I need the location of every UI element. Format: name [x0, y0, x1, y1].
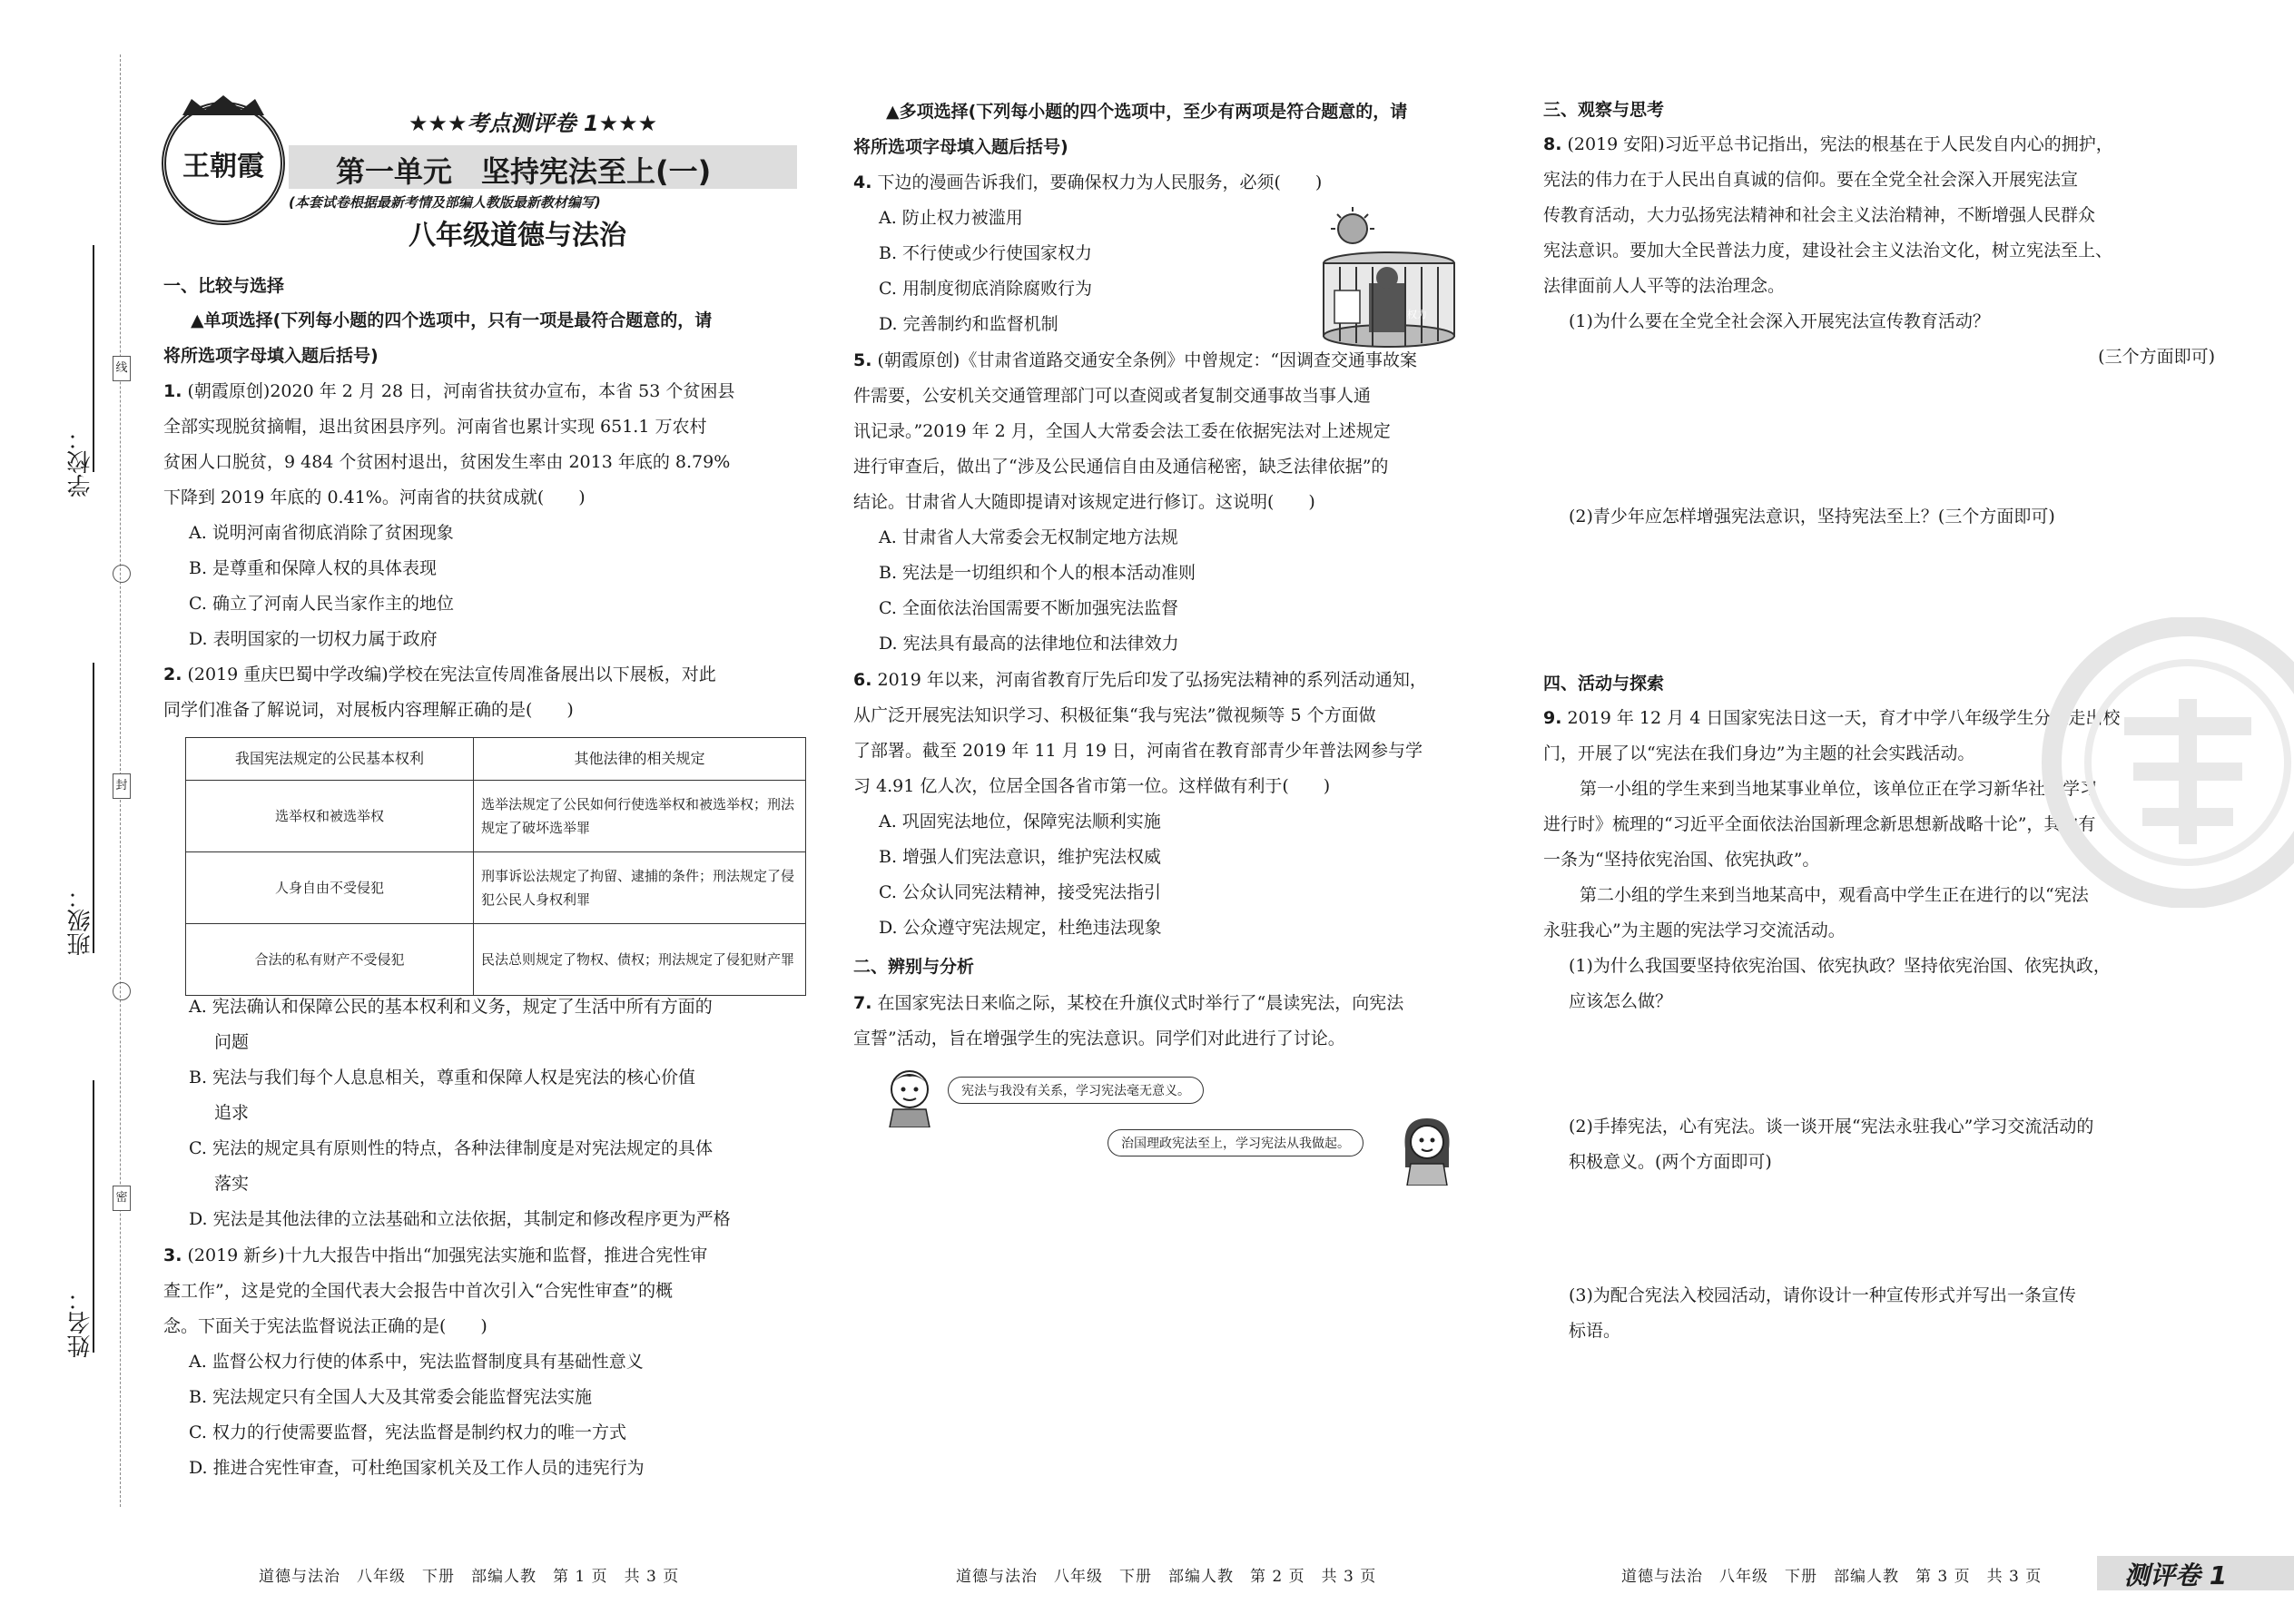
boy-figure-icon	[879, 1064, 942, 1127]
question-4: 4. 下边的漫画告诉我们，要确保权力为人民服务，必须( ) A. 防止权力被滥用 B. 不行使或少行使国家权力 C. 用制度彻底消除腐败行为 D. 完善制约和监督机制	[853, 165, 1507, 342]
page-footer-3: 道德与法治 八年级 下册 部编人教 第 3 页 共 3 页	[1621, 1568, 2043, 1586]
rights-table	[185, 737, 806, 996]
q1-option-d[interactable]: D. 表明国家的一切权力属于政府	[189, 629, 438, 649]
unit-title: 第一单元 坚持宪法至上(一)	[336, 154, 712, 189]
q8-sub-2: (2)青少年应怎样增强宪法意识，坚持宪法至上？(三个方面即可)	[1569, 507, 2055, 527]
q8-sub-1: (1)为什么要在全党全社会深入开展宪法宣传教育活动？	[1569, 311, 1990, 331]
q3-option-a[interactable]: A. 监督公权力行使的体系中，宪法监督制度具有基础性意义	[189, 1352, 644, 1372]
edition-note: (本套试卷根据最新考情及部编人教版最新教材编写)	[289, 194, 601, 211]
crown-icon	[178, 94, 269, 117]
section-heading-3: 三、观察与思考	[1543, 100, 1665, 120]
brand-logo	[162, 102, 285, 225]
q6-option-a[interactable]: A. 巩固宪法地位，保障宪法顺利实施	[879, 812, 1161, 832]
table-row: 人身自由不受侵犯 刑事诉讼法规定了拘留、逮捕的条件；刑法规定了侵犯公民人身权利罪	[186, 852, 806, 924]
page-footer-2: 道德与法治 八年级 下册 部编人教 第 2 页 共 3 页	[956, 1568, 1377, 1586]
binding-hole-1	[113, 565, 131, 583]
q9-sub-1: (1)为什么我国要坚持依宪治国、依宪执政？坚持依宪治国、依宪执政，	[1569, 956, 2111, 976]
q9-sub-2: (2)手捧宪法，心有宪法。谈一谈开展“宪法永驻我心”学习交流活动的 积极意义。(两个方面即可)	[1569, 1117, 2094, 1172]
question-6: 6. 2019 年以来，河南省教育厅先后印发了弘扬宪法精神的系列活动通知， 从广泛开展宪法知识学习、积极征集“我与宪法”微视频等 5 个方面做 了部署。截至 2019 年 11 月 19 日，河南省在教育部青少年普法网参与学 习 4.91 亿人次，位居全国各省市第一位。这样做有利于( ) A. 巩固宪法地位，保障宪法顺利实施 B. 增强人们宪法意识，维护宪法权威 C. 公众认同宪法精神，接受宪法指引 D. 公众遵守宪法规定，杜绝违法现象	[853, 663, 1507, 946]
class-label: 班级：	[67, 885, 94, 956]
cage-cartoon	[1289, 207, 1471, 352]
q1-option-c[interactable]: C. 确立了河南人民当家作主的地位	[189, 594, 454, 614]
name-label: 姓名：	[67, 1287, 94, 1358]
section-heading-1: 一、比较与选择	[163, 276, 285, 296]
q5-option-d[interactable]: D. 宪法具有最高的法律地位和法律效力	[879, 634, 1179, 654]
q2-option-a[interactable]: A. 宪法确认和保障公民的基本权利和义务，规定了生活中所有方面的	[189, 997, 713, 1017]
q4-option-b[interactable]: B. 不行使或少行使国家权力	[879, 243, 1093, 263]
series-label: ★★★考点测评卷 1★★★	[409, 111, 658, 136]
question-8: 8. (2019 安阳)习近平总书记指出，宪法的根基在于人民发自内心的拥护， 宪法的伟力在于人民出自真诚的信仰。要在全党全社会深入开展宪法宣 传教育活动，大力弘扬宪法精神和社会主义法治精神，不断增强人民群众 宪法意识。要加大全民普法力度，建设社会主义法治文化，树立宪法至上、 法律面前人人平等的法治理念。 (1)为什么要在全党全社会深入开展宪法宣传教育活动？ (三个方面即可)	[1543, 127, 2215, 375]
q2-option-d[interactable]: D. 宪法是其他法律的立法基础和立法依据，其制定和修改程序更为严格	[189, 1209, 731, 1229]
q6-option-d[interactable]: D. 公众遵守宪法规定，杜绝违法现象	[879, 918, 1162, 938]
girl-figure-icon	[1394, 1113, 1460, 1186]
section-heading-4: 四、活动与探索	[1543, 674, 1665, 694]
q5-option-b[interactable]: B. 宪法是一切组织和个人的根本活动准则	[879, 563, 1196, 583]
q5-option-c[interactable]: C. 全面依法治国需要不断加强宪法监督	[879, 598, 1178, 618]
speech-bubble-2: 治国理政宪法至上，学习宪法从我做起。	[1108, 1129, 1364, 1156]
q2-options: A. 宪法确认和保障公民的基本权利和义务，规定了生活中所有方面的 问题 B. 宪法与我们每个人息息相关，尊重和保障人权是宪法的核心价值 追求 C. 宪法的规定具有原则性的特点，各种法律制度是对宪法规定的具体 落实 D. 宪法是其他法律的立法基础和立法依据，其制定和修改程序更为严格	[163, 989, 812, 1237]
q3-option-b[interactable]: B. 宪法规定只有全国人大及其常委会能监督宪法实施	[189, 1387, 593, 1407]
q4-option-a[interactable]: A. 防止权力被滥用	[879, 208, 1023, 228]
section-heading-2: 二、辨别与分析	[853, 957, 975, 977]
q4-option-d[interactable]: D. 完善制约和监督机制	[879, 314, 1058, 334]
page-footer-1: 道德与法治 八年级 下册 部编人教 第 1 页 共 3 页	[259, 1568, 680, 1586]
logo-text: 王朝霞	[182, 151, 264, 182]
seal-mark-secret: 密	[113, 1186, 131, 1211]
question-2: 2. (2019 重庆巴蜀中学改编)学校在宪法宣传周准备展出以下展板，对此 同学们准备了解说词，对展板内容理解正确的是( )	[163, 664, 716, 720]
exam-tag: 测评卷 1	[2124, 1560, 2228, 1590]
question-5: 5. (朝霞原创)《甘肃省道路交通安全条例》中曾规定：“因调查交通事故案 件需要，公安机关交通管理部门可以查阅或者复制交通事故当事人通 讯记录。”2019 年 2 月，全国人大常委会法工委在依据宪法对上述规定 进行审查后，做出了“涉及公民通信自由及通信秘密，缺乏法律依据”的 结论。甘肃省人大随即提请对该规定进行修订。这说明( ) A. 甘肃省人大常委会无权制定地方法规 B. 宪法是一切组织和个人的根本活动准则 C. 全面依法治国需要不断加强宪法监督 D. 宪法具有最高的法律地位和法律效力	[853, 343, 1507, 662]
single-choice-intro: ▲单项选择(下列每小题的四个选项中，只有一项是最符合题意的，请 将所选项字母填入题后括号)	[163, 310, 713, 366]
speech-bubble-1: 宪法与我没有关系，学习宪法毫无意义。	[948, 1077, 1204, 1104]
q9-sub-3: (3)为配合宪法入校园活动，请你设计一种宣传形式并写出一条宣传 标语。	[1569, 1285, 2076, 1341]
question-1: 1. (朝霞原创)2020 年 2 月 28 日，河南省扶贫办宣布，本省 53 个贫困县 全部实现脱贫摘帽，退出贫困县序列。河南省也累计实现 651.1 万农村 贫困人口脱贫，9 484 个贫困村退出，贫困发生率由 2013 年底的 8.79% 下降到 2019 年底的 0.41%。河南省的扶贫成就( ) A. 说明河南省彻底消除了贫困现象 B. 是尊重和保障人权的具体表现 C. 确立了河南人民当家作主的地位 D. 表明国家的一切权力属于政府	[163, 374, 812, 657]
table-header: 其他法律的相关规定	[474, 738, 806, 781]
seal-mark-line: 线	[113, 356, 131, 381]
q6-option-b[interactable]: B. 增强人们宪法意识，维护宪法权威	[879, 847, 1162, 867]
q3-option-c[interactable]: C. 权力的行使需要监督，宪法监督是制约权力的唯一方式	[189, 1422, 626, 1442]
q3-option-d[interactable]: D. 推进合宪性审查，可杜绝国家机关及工作人员的违宪行为	[189, 1458, 645, 1478]
q1-option-b[interactable]: B. 是尊重和保障人权的具体表现	[189, 558, 438, 578]
seal-watermark-icon	[2033, 617, 2294, 908]
q5-option-a[interactable]: A. 甘肃省人大常委会无权制定地方法规	[879, 527, 1178, 547]
question-7: 7. 在国家宪法日来临之际，某校在升旗仪式时举行了“晨读宪法，向宪法 宣誓”活动，旨在增强学生的宪法意识。同学们对此进行了讨论。	[853, 993, 1404, 1048]
school-label: 学校：	[67, 427, 94, 497]
binding-hole-2	[113, 982, 131, 1000]
table-row: 合法的私有财产不受侵犯 民法总则规定了物权、债权；刑法规定了侵犯财产罪	[186, 924, 806, 996]
table-header: 我国宪法规定的公民基本权利	[186, 738, 474, 781]
q4-option-c[interactable]: C. 用制度彻底消除腐败行为	[879, 279, 1092, 299]
subject-title: 八年级道德与法治	[409, 220, 626, 251]
q1-option-a[interactable]: A. 说明河南省彻底消除了贫困现象	[189, 523, 454, 543]
q8-sub-1-note: (三个方面即可)	[2098, 347, 2215, 367]
cartoon-label: 权力	[1407, 309, 1427, 320]
question-3: 3. (2019 新乡)十九大报告中指出“加强宪法实施和监督，推进合宪性审 查工作”，这是党的全国代表大会报告中首次引入“合宪性审查”的概 念。下面关于宪法监督说法正确的是( ) A. 监督公权力行使的体系中，宪法监督制度具有基础性意义 B. 宪法规定只有全国人大及其常委会能监督宪法实施 C. 权力的行使需要监督，宪法监督是制约权力的唯一方式 D. 推进合宪性审查，可杜绝国家机关及工作人员的违宪行为	[163, 1238, 812, 1486]
q2-option-b[interactable]: B. 宪法与我们每个人息息相关，尊重和保障人权是宪法的核心价值	[189, 1068, 696, 1088]
q6-option-c[interactable]: C. 公众认同宪法精神，接受宪法指引	[879, 882, 1161, 902]
multi-choice-intro: ▲多项选择(下列每小题的四个选项中，至少有两项是符合题意的，请 将所选项字母填入题后括号)	[853, 102, 1408, 157]
question-9: 9. 2019 年 12 月 4 日国家宪法日这一天，育才中学八年级学生分组走出校 门，开展了以“宪法在我们身边”为主题的社会实践活动。 第一小组的学生来到当地某事业单位，该单位正在学习新华社《学习 进行时》梳理的“习近平全面依法治国新理念新思想新战略十论”，其中有 一条为“坚持依宪治国、依宪执政”。 第二小组的学生来到当地某高中，观看高中学生正在进行的以“宪法 永驻我心”为主题的宪法学习交流活动。 (1)为什么我国要坚持依宪治国、依宪执政？坚持依宪治国、依宪执政， 应该怎么做？	[1543, 701, 2215, 1019]
q2-option-c[interactable]: C. 宪法的规定具有原则性的特点，各种法律制度是对宪法规定的具体	[189, 1138, 713, 1158]
table-row: 选举权和被选举权 选举法规定了公民如何行使选举权和被选举权；刑法规定了破坏选举罪	[186, 781, 806, 852]
cage-illustration-icon	[1289, 207, 1471, 352]
seal-mark-seal: 封	[113, 773, 131, 799]
